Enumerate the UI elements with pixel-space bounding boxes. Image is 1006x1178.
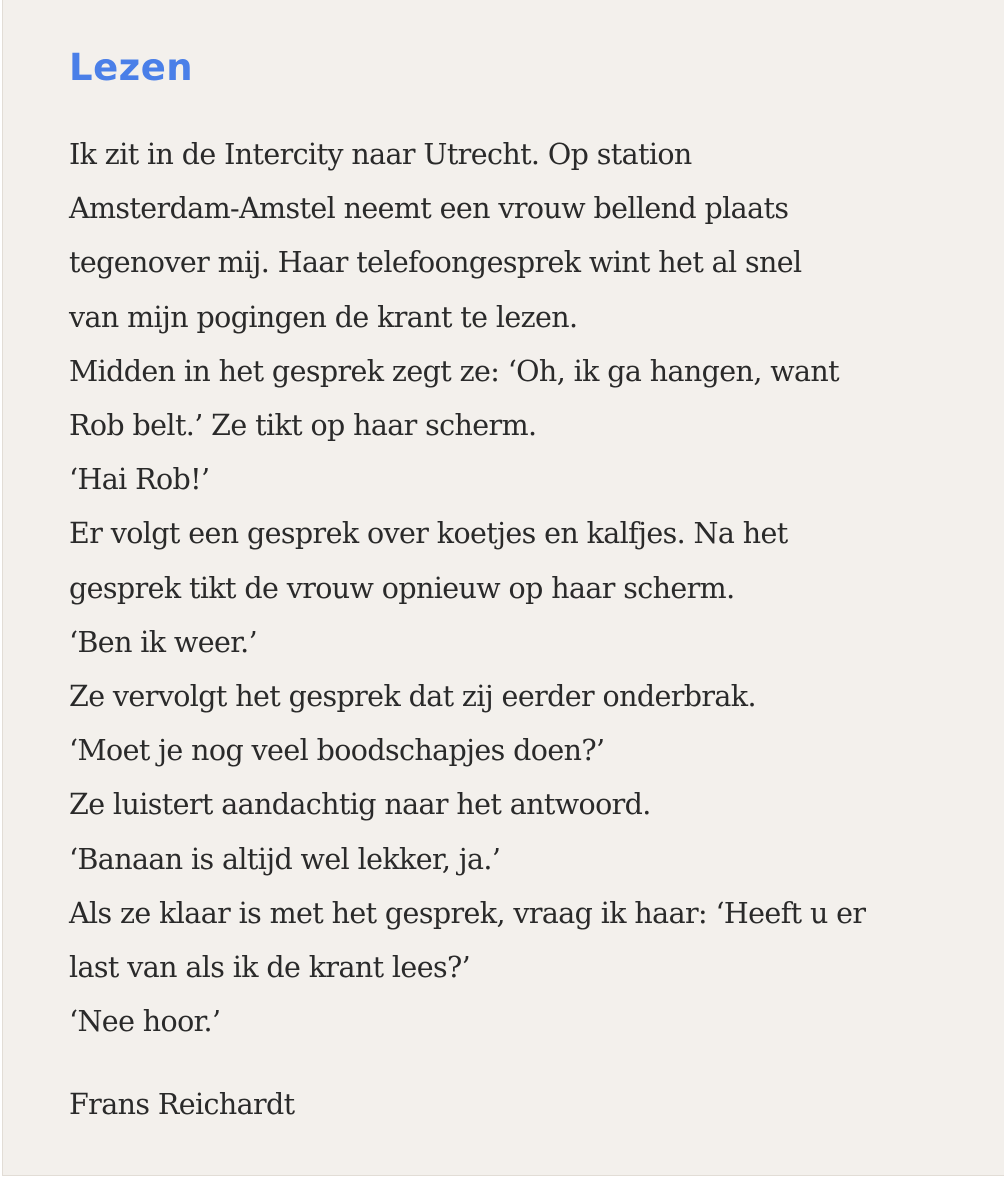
body-line: van mijn pogingen de krant te lezen.: [69, 300, 578, 334]
body-line: Ze luistert aandachtig naar het antwoord.: [69, 788, 651, 822]
body-line: gesprek tikt de vrouw opnieuw op haar scherm.: [69, 571, 735, 605]
body-line: ‘Banaan is altijd wel lekker, ja.’: [69, 842, 501, 876]
article-author: Frans Reichardt: [69, 1088, 295, 1121]
body-line: Als ze klaar is met het gesprek, vraag ik haar: ‘Heeft u er: [69, 896, 866, 930]
body-line: last van als ik de krant lees?’: [69, 951, 471, 985]
body-line: Midden in het gesprek zegt ze: ‘Oh, ik ga hangen, want: [69, 354, 840, 388]
body-line: Rob belt.’ Ze tikt op haar scherm.: [69, 409, 537, 443]
article-body: [69, 128, 969, 1049]
body-line: Er volgt een gesprek over koetjes en kalfjes. Na het: [69, 517, 788, 551]
body-line: ‘Moet je nog veel boodschapjes doen?’: [69, 734, 605, 768]
article-card: [2, 0, 1004, 1176]
article-title: Lezen: [69, 46, 194, 89]
body-line: Amsterdam-Amstel neemt een vrouw bellend plaats: [69, 192, 789, 226]
body-line: ‘Nee hoor.’: [69, 1005, 221, 1039]
body-line: Ze vervolgt het gesprek dat zij eerder onderbrak.: [69, 680, 756, 714]
body-line: Ik zit in de Intercity naar Utrecht. Op station: [69, 138, 692, 171]
body-line: ‘Ben ik weer.’: [69, 625, 258, 659]
body-line: tegenover mij. Haar telefoongesprek wint het al snel: [69, 246, 802, 280]
body-line: ‘Hai Rob!’: [69, 463, 210, 497]
